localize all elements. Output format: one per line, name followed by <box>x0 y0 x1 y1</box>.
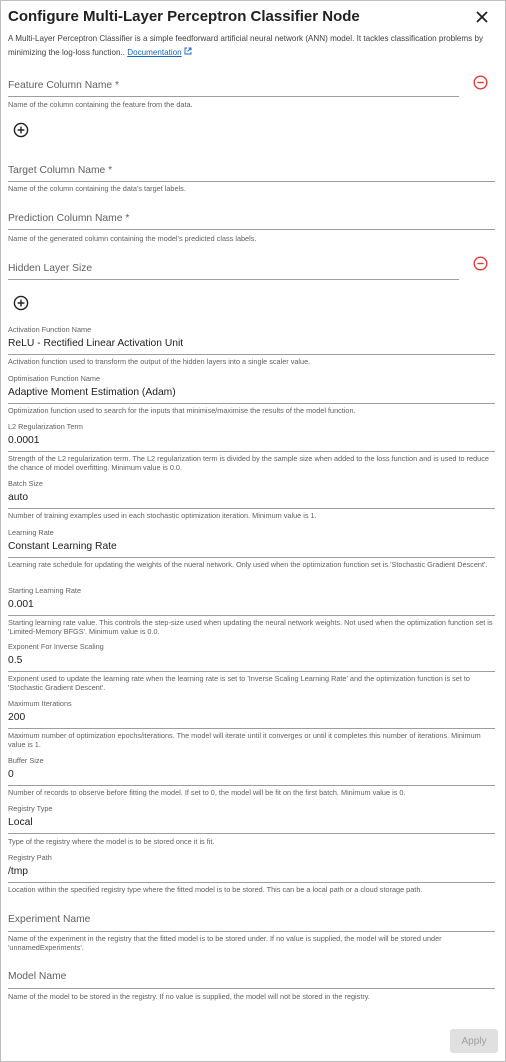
exponent-inverse-scaling-field[interactable] <box>8 642 495 672</box>
feature-column-input[interactable]: Feature Column Name * <box>8 79 459 97</box>
dialog-title: Configure Multi-Layer Perceptron Classifier Node <box>8 8 360 25</box>
registry-path-label: Registry Path <box>8 853 52 862</box>
documentation-link[interactable]: Documentation <box>127 48 182 57</box>
batch-size-label: Batch Size <box>8 479 43 488</box>
registry-type-label: Registry Type <box>8 804 53 813</box>
starting-learning-rate-field[interactable] <box>8 586 495 616</box>
experiment-name-input[interactable]: Experiment Name <box>8 913 495 932</box>
activation-function-select[interactable]: ReLU - Rectified Linear Activation Unit <box>8 334 495 355</box>
starting-learning-rate-input[interactable]: 0.001 <box>8 595 495 616</box>
external-link-icon <box>184 47 192 55</box>
remove-hidden-layer-icon[interactable] <box>473 256 488 271</box>
maximum-iterations-label: Maximum Iterations <box>8 699 72 708</box>
activation-function-helper: Activation function used to transform the output of the hidden layers into a single scaler value. <box>8 357 311 366</box>
optimisation-function-label: Optimisation Function Name <box>8 374 101 383</box>
feature-column-helper: Name of the column containing the feature from the data. <box>8 100 193 109</box>
exponent-inverse-scaling-input[interactable]: 0.5 <box>8 651 495 672</box>
target-column-field[interactable] <box>8 164 495 182</box>
learning-rate-select[interactable]: Constant Learning Rate <box>8 537 495 558</box>
buffer-size-field[interactable] <box>8 756 495 786</box>
batch-size-input[interactable]: auto <box>8 488 495 509</box>
buffer-size-input[interactable]: 0 <box>8 765 495 786</box>
model-name-field[interactable] <box>8 970 495 989</box>
learning-rate-label: Learning Rate <box>8 528 54 537</box>
optimisation-function-field[interactable] <box>8 374 495 404</box>
close-icon[interactable] <box>474 9 490 25</box>
add-feature-column-icon[interactable] <box>13 122 29 138</box>
registry-type-select[interactable]: Local <box>8 813 495 834</box>
dialog-header <box>8 7 498 29</box>
experiment-name-field[interactable] <box>8 913 495 932</box>
maximum-iterations-helper: Maximum number of optimization epochs/iterations. The model will iterate until it converges or until it completes this number of iterations. Minimum value is 1. <box>8 731 481 749</box>
l2-regularization-input[interactable]: 0.0001 <box>8 431 495 452</box>
dialog-description <box>8 32 496 60</box>
registry-type-helper: Type of the registry where the model is to be stored once it is fit. <box>8 837 215 846</box>
model-name-input[interactable]: Model Name <box>8 970 495 989</box>
model-name-helper: Name of the model to be stored in the registry. If no value is supplied, the model will not be stored in the registry. <box>8 992 370 1001</box>
feature-column-field[interactable] <box>8 79 459 97</box>
registry-type-field[interactable] <box>8 804 495 834</box>
learning-rate-field[interactable] <box>8 528 495 558</box>
activation-function-field[interactable] <box>8 325 495 355</box>
optimisation-function-helper: Optimization function used to search for the inputs that minimise/maximise the results of the model function. <box>8 406 356 415</box>
buffer-size-helper: Number of records to observe before fitting the model. If set to 0, the model will be fit on the first batch. Minimum value is 0. <box>8 788 406 797</box>
apply-button[interactable]: Apply <box>450 1029 498 1053</box>
registry-path-input[interactable]: /tmp <box>8 862 495 883</box>
remove-feature-column-icon[interactable] <box>473 75 488 90</box>
target-column-input[interactable]: Target Column Name * <box>8 164 495 182</box>
prediction-column-helper: Name of the generated column containing the model's predicted class labels. <box>8 234 257 243</box>
starting-learning-rate-helper: Starting learning rate value. This controls the step-size used when updating the neural network weights. Not used when the optimization function set is 'Limited-Memory BFGS'. Minimum value is 0.0. <box>8 618 493 636</box>
prediction-column-input[interactable]: Prediction Column Name * <box>8 212 495 230</box>
maximum-iterations-field[interactable] <box>8 699 495 729</box>
exponent-inverse-scaling-helper: Exponent used to update the learning rate when the learning rate is set to 'Inverse Scaling Learning Rate' and the optimization function is set to 'Stochastic Gradient Descent'. <box>8 674 470 692</box>
description-text: A Multi-Layer Perceptron Classifier is a simple feedforward artificial neural network (ANN) model. It tackles classification problems by minimizing the log-loss function.. <box>8 34 484 57</box>
batch-size-field[interactable] <box>8 479 495 509</box>
optimisation-function-select[interactable]: Adaptive Moment Estimation (Adam) <box>8 383 495 404</box>
exponent-inverse-scaling-label: Exponent For Inverse Scaling <box>8 642 104 651</box>
starting-learning-rate-label: Starting Learning Rate <box>8 586 82 595</box>
prediction-column-field[interactable] <box>8 212 495 230</box>
registry-path-field[interactable] <box>8 853 495 883</box>
registry-path-helper: Location within the specified registry type where the fitted model is to be stored. This can be a local path or a cloud storage path. <box>8 885 423 894</box>
add-hidden-layer-icon[interactable] <box>13 295 29 311</box>
l2-regularization-helper: Strength of the L2 regularization term. The L2 regularization term is divided by the sample size when added to the loss function and is used to reduce the chance of model overfitting. Minimum value is 0.0. <box>8 454 489 472</box>
activation-function-label: Activation Function Name <box>8 325 92 334</box>
target-column-helper: Name of the column containing the data's target labels. <box>8 184 186 193</box>
learning-rate-helper: Learning rate schedule for updating the weights of the nueral network. Only used when the optimization function set is 'Stochastic Gradient Descent'. <box>8 560 488 569</box>
hidden-layer-input[interactable]: Hidden Layer Size <box>8 262 459 280</box>
batch-size-helper: Number of training examples used in each stochastic optimization iteration. Minimum value is 1. <box>8 511 317 520</box>
buffer-size-label: Buffer Size <box>8 756 44 765</box>
maximum-iterations-input[interactable]: 200 <box>8 708 495 729</box>
experiment-name-helper: Name of the experiment in the registry that the fitted model is to be stored under. If no value is supplied, the model will be stored under 'unnamedExperiments'. <box>8 934 442 952</box>
l2-regularization-label: L2 Regularization Term <box>8 422 83 431</box>
hidden-layer-field[interactable] <box>8 262 459 280</box>
l2-regularization-field[interactable] <box>8 422 495 452</box>
